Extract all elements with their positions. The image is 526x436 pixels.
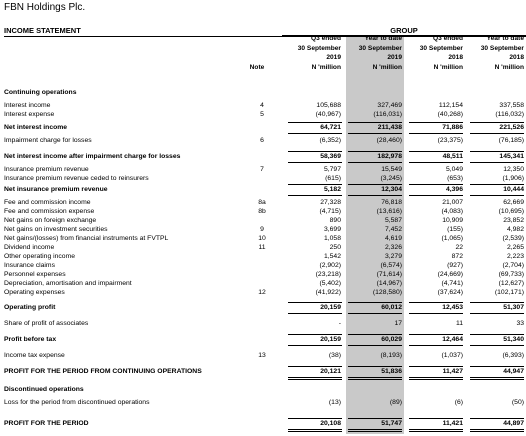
value-cell: (128,580) — [372, 289, 402, 296]
value-cell: (50) — [511, 399, 524, 406]
subtotal-rule — [470, 184, 524, 185]
value-cell: (6,574) — [380, 262, 402, 269]
subtotal-rule — [470, 334, 524, 335]
subtotal-rule — [348, 195, 402, 196]
value-cell: 12,464 — [442, 336, 463, 343]
value-cell: 22 — [455, 244, 463, 251]
value-cell: 105,688 — [316, 102, 341, 109]
value-cell: (8,193) — [380, 352, 402, 359]
column-header-line: 30 September — [358, 44, 402, 52]
value-cell: 20,108 — [320, 420, 341, 427]
subtotal-rule — [409, 334, 463, 335]
value-cell: (1,037) — [441, 352, 463, 359]
value-cell: 11,421 — [442, 420, 463, 427]
column-header-line: Year to date — [364, 35, 402, 42]
value-cell: 145,341 — [499, 153, 524, 160]
value-cell: (1,906) — [502, 175, 524, 182]
value-cell: 5,587 — [384, 217, 402, 224]
value-cell: 112,154 — [438, 102, 463, 109]
value-cell: 250 — [329, 244, 341, 251]
value-cell: (76,185) — [498, 137, 524, 144]
subtotal-rule — [409, 195, 463, 196]
subtotal-rule — [288, 162, 342, 163]
value-cell: 4,619 — [384, 235, 402, 242]
value-cell: 60,029 — [381, 336, 402, 343]
subtotal-rule — [348, 122, 402, 123]
value-cell: (1,065) — [441, 235, 463, 242]
value-cell: (13) — [328, 399, 341, 406]
row-label: Discontinued operations — [4, 386, 84, 393]
row-label: Insurance premium revenue ceded to reinsurers — [4, 175, 149, 182]
value-cell: (38) — [328, 352, 341, 359]
value-cell: 12,453 — [442, 304, 463, 311]
value-cell: 10,909 — [442, 217, 463, 224]
column-header-line: Year to date — [486, 35, 524, 42]
row-label: Net gains on investment securities — [4, 226, 108, 233]
row-label: Insurance premium revenue — [4, 166, 89, 173]
value-cell: 5,049 — [445, 166, 463, 173]
subtotal-rule — [288, 122, 342, 123]
column-header-line: 2018 — [448, 54, 463, 61]
subtotal-rule — [470, 162, 524, 163]
row-label: Other operating income — [4, 253, 76, 260]
value-cell: 327,469 — [377, 102, 402, 109]
value-cell: 11,427 — [442, 368, 463, 375]
value-cell: 7,452 — [384, 226, 402, 233]
subtotal-rule — [409, 429, 463, 430]
row-label: Net gains on foreign exchange — [4, 217, 97, 224]
row-label: Loss for the period from discontinued operations — [4, 399, 150, 406]
value-cell: 15,549 — [381, 166, 402, 173]
subtotal-rule — [348, 151, 402, 152]
row-note: 8a — [258, 199, 266, 206]
row-label: PROFIT FOR THE PERIOD FROM CONTINUING OPERATIONS — [4, 368, 202, 375]
row-label: Net interest income after impairment charge for losses — [4, 153, 181, 160]
row-label: PROFIT FOR THE PERIOD — [4, 420, 89, 427]
value-cell: (6,352) — [319, 137, 341, 144]
value-cell: (12,627) — [498, 280, 524, 287]
value-cell: (37,624) — [437, 289, 463, 296]
value-cell: (116,032) — [495, 111, 524, 118]
row-label: Fee and commission expense — [4, 208, 95, 215]
row-label: Personnel expenses — [4, 271, 66, 278]
row-label: Interest income — [4, 102, 51, 109]
row-label: Income tax expense — [4, 352, 65, 359]
double-rule — [288, 379, 342, 380]
value-cell: 76,818 — [381, 199, 402, 206]
subtotal-rule — [470, 345, 524, 346]
row-label: Fee and commission income — [4, 199, 91, 206]
double-rule — [288, 431, 342, 432]
row-label: Dividend income — [4, 244, 55, 251]
value-cell: (155) — [447, 226, 463, 233]
subtotal-rule — [409, 122, 463, 123]
value-cell: 890 — [329, 217, 341, 224]
value-cell: (23,218) — [315, 271, 341, 278]
column-header-line: N 'million — [372, 63, 402, 71]
value-cell: 44,947 — [503, 368, 524, 375]
row-note: 10 — [258, 235, 266, 242]
row-label: Profit before tax — [4, 336, 57, 343]
value-cell: (116,031) — [373, 111, 402, 118]
subtotal-rule — [409, 313, 463, 314]
company-name: FBN Holdings Plc. — [4, 2, 86, 13]
subtotal-rule — [348, 377, 402, 378]
value-cell: 1,542 — [323, 253, 341, 260]
value-cell: (89) — [389, 399, 402, 406]
double-rule — [409, 379, 463, 380]
value-cell: 337,558 — [499, 102, 524, 109]
value-cell: 2,223 — [506, 253, 524, 260]
row-label: Depreciation, amortisation and impairment — [4, 280, 132, 287]
value-cell: (69,733) — [498, 271, 524, 278]
column-header-line: Q3 ended — [432, 35, 463, 42]
column-header-line: 2019 — [387, 54, 402, 61]
value-cell: (3,245) — [380, 175, 402, 182]
value-cell: (10,695) — [498, 208, 524, 215]
value-cell: 4,982 — [506, 226, 524, 233]
value-cell: 3,699 — [323, 226, 341, 233]
value-cell: (4,083) — [441, 208, 463, 215]
value-cell: 51,340 — [503, 336, 524, 343]
row-label: Operating expenses — [4, 289, 65, 296]
row-note: 11 — [258, 244, 266, 251]
value-cell: 1,058 — [323, 235, 341, 242]
subtotal-rule — [409, 151, 463, 152]
subtotal-rule — [288, 313, 342, 314]
subtotal-rule — [348, 366, 402, 367]
double-rule — [470, 379, 524, 380]
row-note: 13 — [258, 352, 266, 359]
subtotal-rule — [470, 195, 524, 196]
value-cell: 58,369 — [320, 153, 341, 160]
row-note: 6 — [260, 137, 264, 144]
value-cell: (102,171) — [494, 289, 524, 296]
column-header-line: 30 September — [419, 44, 463, 52]
subtotal-rule — [288, 418, 342, 419]
value-cell: 10,444 — [503, 186, 524, 193]
value-cell: 27,328 — [320, 199, 341, 206]
subtotal-rule — [470, 151, 524, 152]
value-cell: 3,279 — [384, 253, 402, 260]
value-cell: 2,326 — [384, 244, 402, 251]
value-cell: 2,265 — [506, 244, 524, 251]
value-cell: (24,669) — [437, 271, 463, 278]
subtotal-rule — [470, 429, 524, 430]
value-cell: (4,741) — [441, 280, 463, 287]
column-header-line: N 'million — [494, 63, 524, 71]
row-label: Operating profit — [4, 304, 56, 311]
value-cell: (2,539) — [502, 235, 524, 242]
value-cell: 182,978 — [377, 153, 402, 160]
value-cell: 20,159 — [320, 304, 341, 311]
subtotal-rule — [348, 345, 402, 346]
value-cell: 11 — [455, 320, 463, 327]
value-cell: 221,526 — [499, 124, 524, 131]
row-label: Impairment charge for losses — [4, 137, 92, 144]
subtotal-rule — [348, 302, 402, 303]
value-cell: 4,396 — [445, 186, 463, 193]
subtotal-rule — [409, 133, 463, 134]
value-cell: 5,182 — [323, 186, 341, 193]
subtotal-rule — [288, 334, 342, 335]
value-cell: 12,350 — [503, 166, 524, 173]
value-cell: 20,159 — [320, 336, 341, 343]
value-cell: 62,669 — [503, 199, 524, 206]
subtotal-rule — [348, 184, 402, 185]
subtotal-rule — [470, 302, 524, 303]
subtotal-rule — [288, 366, 342, 367]
subtotal-rule — [348, 313, 402, 314]
double-rule — [348, 379, 402, 380]
double-rule — [348, 431, 402, 432]
value-cell: 71,886 — [442, 124, 463, 131]
value-cell: (14,967) — [376, 280, 402, 287]
value-cell: 44,897 — [503, 420, 524, 427]
subtotal-rule — [288, 184, 342, 185]
row-label: Insurance claims — [4, 262, 55, 269]
value-cell: 23,852 — [503, 217, 524, 224]
subtotal-rule — [348, 429, 402, 430]
row-note: 12 — [258, 289, 266, 296]
subtotal-rule — [409, 162, 463, 163]
subtotal-rule — [409, 345, 463, 346]
value-cell: (23,375) — [437, 137, 463, 144]
subtotal-rule — [470, 313, 524, 314]
value-cell: 51,307 — [503, 304, 524, 311]
value-cell: (5,402) — [319, 280, 341, 287]
value-cell: (41,922) — [315, 289, 341, 296]
value-cell: 12,304 — [381, 186, 402, 193]
value-cell: 33 — [516, 320, 524, 327]
row-label: Continuing operations — [4, 89, 77, 96]
value-cell: (615) — [325, 175, 341, 182]
value-cell: 872 — [451, 253, 463, 260]
value-cell: (2,902) — [319, 262, 341, 269]
subtotal-rule — [288, 302, 342, 303]
value-cell: (40,268) — [437, 111, 463, 118]
value-cell: 60,012 — [381, 304, 402, 311]
row-note: 8b — [258, 208, 266, 215]
value-cell: (71,614) — [376, 271, 402, 278]
row-label: Share of profit of associates — [4, 320, 89, 327]
subtotal-rule — [288, 429, 342, 430]
row-label: Net gains/(losses) from financial instruments at FVTPL — [4, 235, 169, 242]
row-note: 4 — [260, 102, 264, 109]
subtotal-rule — [470, 377, 524, 378]
subtotal-rule — [409, 366, 463, 367]
row-label: Net insurance premium revenue — [4, 186, 108, 193]
subtotal-rule — [409, 418, 463, 419]
value-cell: 64,721 — [320, 124, 341, 131]
subtotal-rule — [470, 133, 524, 134]
subtotal-rule — [409, 184, 463, 185]
column-header-line: N 'million — [311, 63, 341, 71]
subtotal-rule — [470, 366, 524, 367]
subtotal-rule — [348, 162, 402, 163]
row-note: 9 — [260, 226, 264, 233]
column-header-line: Q3 ended — [310, 35, 341, 42]
value-cell: (653) — [447, 175, 463, 182]
value-cell: 51,747 — [381, 420, 402, 427]
subtotal-rule — [288, 345, 342, 346]
subtotal-rule — [348, 133, 402, 134]
note-column-header: Note — [249, 63, 265, 71]
row-note: 7 — [260, 166, 264, 173]
subtotal-rule — [288, 195, 342, 196]
value-cell: (6,393) — [502, 352, 524, 359]
subtotal-rule — [470, 122, 524, 123]
subtotal-rule — [470, 418, 524, 419]
value-cell: (13,616) — [376, 208, 402, 215]
value-cell: (40,967) — [315, 111, 341, 118]
row-label: Interest expense — [4, 111, 55, 118]
subtotal-rule — [409, 377, 463, 378]
subtotal-rule — [288, 133, 342, 134]
row-note: 5 — [260, 111, 264, 118]
group-label: GROUP — [390, 26, 418, 35]
value-cell: 20,121 — [320, 368, 341, 375]
value-cell: (6) — [454, 399, 463, 406]
column-header-line: 2019 — [326, 54, 341, 61]
value-cell: (28,460) — [376, 137, 402, 144]
column-header-line: N 'million — [433, 63, 463, 71]
value-cell: 48,511 — [442, 153, 463, 160]
subtotal-rule — [288, 377, 342, 378]
value-cell: 17 — [394, 320, 402, 327]
value-cell: (2,704) — [502, 262, 524, 269]
value-cell: - — [338, 320, 341, 327]
value-cell: (927) — [447, 262, 463, 269]
value-cell: 21,007 — [442, 199, 463, 206]
value-cell: 211,438 — [377, 124, 402, 131]
value-cell: 5,797 — [323, 166, 341, 173]
double-rule — [409, 431, 463, 432]
column-header-line: 30 September — [480, 44, 524, 52]
column-header-line: 30 September — [297, 44, 341, 52]
subtotal-rule — [348, 334, 402, 335]
row-label: Net interest income — [4, 124, 68, 131]
statement-title: INCOME STATEMENT — [4, 26, 81, 35]
double-rule — [470, 431, 524, 432]
value-cell: (4,715) — [319, 208, 341, 215]
subtotal-rule — [288, 151, 342, 152]
subtotal-rule — [409, 302, 463, 303]
subtotal-rule — [348, 418, 402, 419]
column-header-line: 2018 — [509, 54, 524, 61]
value-cell: 51,836 — [381, 368, 402, 375]
